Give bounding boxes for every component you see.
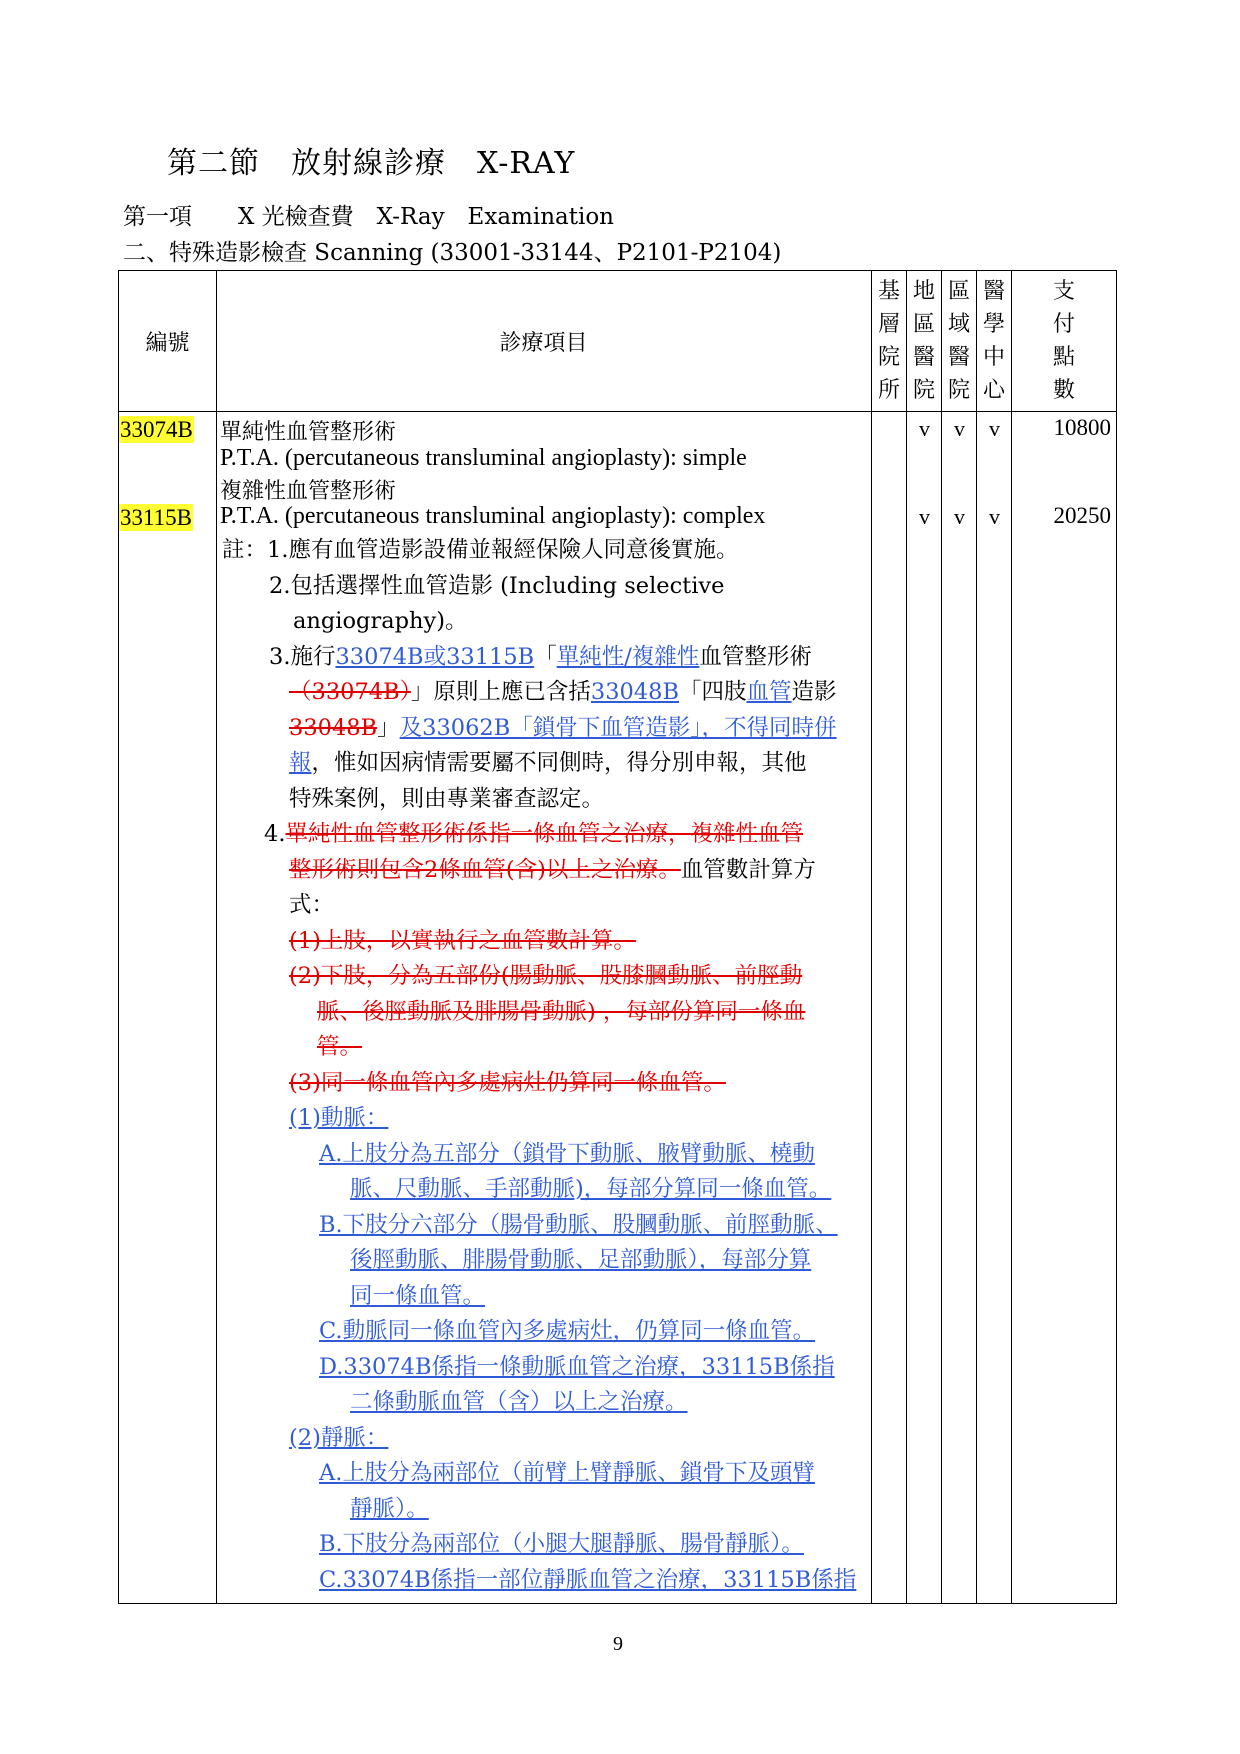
note-4-line3: 式： (289, 892, 335, 918)
code-33115B: 33115B (120, 505, 192, 530)
artery-a-line2: 脈、尺動脈、手部動脈)，每部分算同一條血管。 (350, 1176, 832, 1202)
fee-table (118, 270, 1117, 1604)
artery-heading: (1)動脈： (289, 1105, 389, 1131)
vein-a-line2: 靜脈）。 (350, 1496, 429, 1522)
section-title: 第二節 放射線診療 X-RAY (167, 146, 576, 181)
vein-a-line1: A.上肢分為兩部位（前臂上臂靜脈、鎖骨下及頭臂 (319, 1460, 815, 1486)
header-basic-clinic: 基 層 院 所 (877, 279, 900, 403)
points-value: 10800 (1053, 415, 1111, 440)
artery-d-line2: 二條動脈血管（含）以上之治療。 (350, 1389, 688, 1415)
note-3-line3: 33048B」及33062B「鎖骨下血管造影」，不得同時併 (289, 715, 837, 741)
note-3-line4: 報，惟如因病情需要屬不同側時，得分別申報，其他 (289, 750, 807, 776)
artery-d-line1: D.33074B係指一條動脈血管之治療，33115B係指 (319, 1354, 835, 1380)
header-code: 編號 (145, 331, 190, 356)
vein-b: B.下肢分為兩部位（小腿大腿靜脈、腸骨靜脈）。 (319, 1531, 804, 1557)
code-33074B: 33074B (120, 417, 193, 442)
note-3-line1: 3.施行33074B或33115B「單純性/複雜性血管整形術 (269, 644, 812, 670)
item-name-en: P.T.A. (percutaneous transluminal angioplasty): complex (220, 503, 766, 529)
mark-medical-center: v (989, 504, 1000, 529)
artery-b-line2: 後脛動脈、腓腸骨動脈、足部動脈），每部分算 (350, 1247, 812, 1273)
note-3-line2: （33074B）」原則上應已含括33048B「四肢血管造影 (289, 679, 837, 705)
header-regional-hospital: 區 域 醫 院 (947, 279, 970, 403)
note-1: 註：1.應有血管造影設備並報經保險人同意後實施。 (222, 537, 739, 563)
deleted-item-3: (3)同一條血管內多處病灶仍算同一條血管。 (289, 1070, 726, 1096)
artery-b-line1: B.下肢分六部分（腸骨動脈、股膕動脈、前脛動脈、 (319, 1212, 838, 1238)
item-name-en: P.T.A. (percutaneous transluminal angioplasty): simple (220, 445, 747, 471)
artery-c: C.動脈同一條血管內多處病灶，仍算同一條血管。 (319, 1318, 816, 1344)
note-4-line1: 4.單純性血管整形術係指一條血管之治療，複雜性血管 (264, 821, 803, 847)
item-name-zh: 單純性血管整形術 (220, 420, 397, 445)
deleted-item-2-line1: (2)下肢，分為五部份(腸動脈、股膝膕動脈、前脛動 (289, 963, 803, 989)
header-medical-center: 醫 學 中 心 (982, 279, 1005, 403)
note-2-line1: 2.包括選擇性血管造影 (Including selective (269, 573, 725, 599)
vein-c-line1: C.33074B係指一部位靜脈血管之治療，33115B係指 (319, 1567, 857, 1593)
mark-medical-center: v (989, 416, 1000, 441)
mark-regional: v (954, 416, 965, 441)
artery-b-line3: 同一條血管。 (350, 1283, 486, 1309)
note-4-line2: 整形術則包含2條血管(含)以上之治療。血管數計算方 (289, 857, 816, 883)
deleted-item-2-line3: 管。 (317, 1034, 363, 1060)
points-value: 20250 (1053, 503, 1111, 528)
deleted-item-1: (1)上肢，以實執行之血管數計算。 (289, 928, 636, 954)
note-3-line5: 特殊案例，則由專業審查認定。 (289, 786, 605, 812)
artery-a-line1: A.上肢分為五部分（鎖骨下動脈、腋臂動脈、橈動 (319, 1141, 815, 1167)
item-name-zh: 複雜性血管整形術 (220, 479, 397, 504)
mark-local: v (919, 504, 930, 529)
mark-local: v (919, 416, 930, 441)
subsection-title: 二、特殊造影檢查 Scanning (33001-33144、P2101-P2104) (123, 240, 782, 266)
mark-regional: v (954, 504, 965, 529)
header-local-hospital: 地 區 醫 院 (912, 279, 935, 403)
item-title: 第一項 X 光檢查費 X-Ray Examination (123, 204, 614, 230)
vein-heading: (2)靜脈： (289, 1425, 389, 1451)
header-points: 支 付 點 數 (1052, 279, 1075, 403)
page-number: 9 (613, 1633, 623, 1655)
header-item: 診療項目 (499, 331, 588, 356)
deleted-item-2-line2: 脈、後脛動脈及腓腸骨動脈) ，每部份算同一條血 (317, 999, 806, 1025)
note-2-line2: angiography)。 (293, 608, 468, 634)
